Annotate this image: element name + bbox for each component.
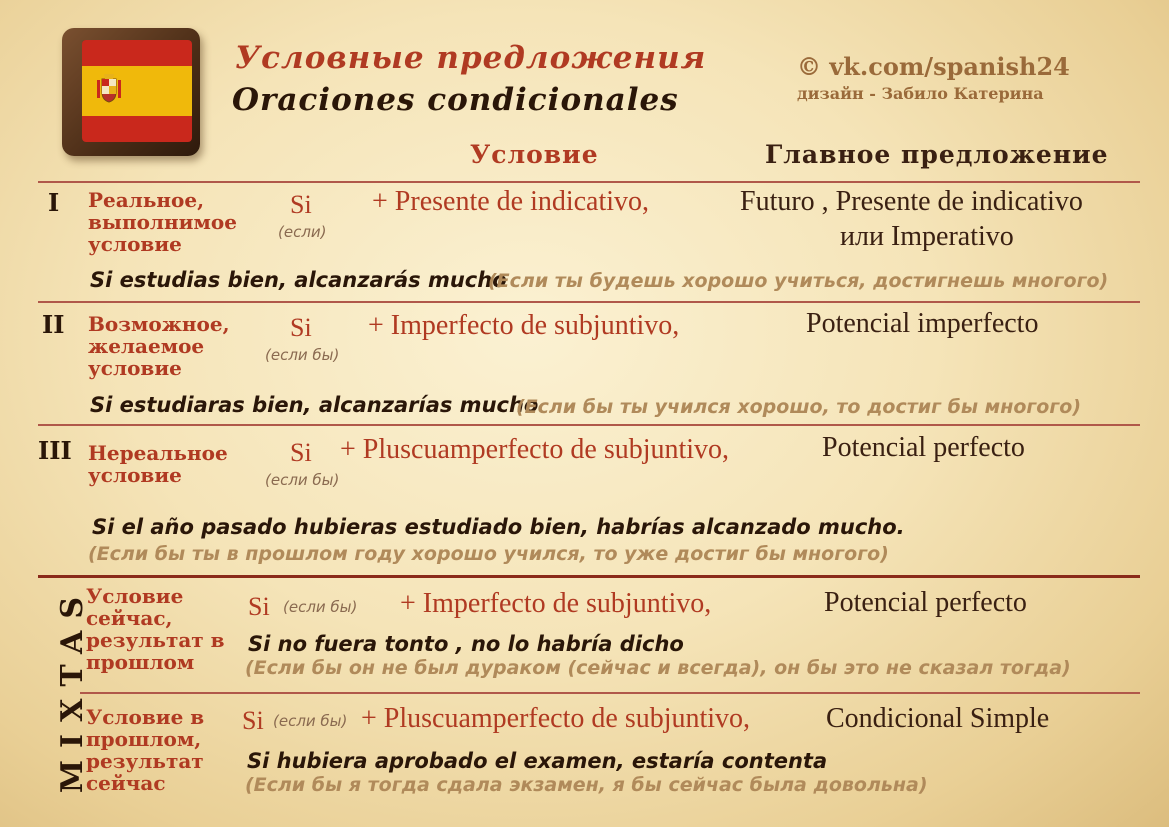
mixtas-vertical-label: MIXTAS xyxy=(55,585,90,794)
si-translation: (если бы) xyxy=(283,598,358,616)
condition-type-label: Условие в прошлом, результат сейчас xyxy=(86,705,205,795)
credit-site: © vk.com/spanish24 xyxy=(797,52,1070,81)
title-russian: Условные предложения xyxy=(235,40,707,76)
spain-flag-icon xyxy=(62,28,204,160)
row-number: I xyxy=(48,188,60,217)
condition-type-label: Возможное, желаемое условие xyxy=(88,312,230,380)
si-word: Si xyxy=(290,438,312,467)
divider-mixtas xyxy=(38,575,1140,578)
example-sentence: Si estudias bien, alcanzarás mucho xyxy=(90,268,507,292)
si-translation: (если бы) xyxy=(265,346,340,364)
si-word: Si xyxy=(248,592,270,621)
main-clause-line1: Potencial imperfecto xyxy=(806,308,1039,339)
condition-formula: + Pluscuamperfecto de subjuntivo, xyxy=(361,703,751,734)
column-header-condition: Условие xyxy=(470,140,599,169)
example-sentence: Si el año pasado hubieras estudiado bien, habrías alcanzado mucho. xyxy=(92,515,905,539)
column-header-main-clause: Главное предложение xyxy=(765,140,1109,169)
si-translation: (если) xyxy=(278,223,327,241)
condition-formula: + Presente de indicativo, xyxy=(372,186,650,217)
main-clause-line2: или Imperativo xyxy=(840,221,1014,252)
si-word: Si xyxy=(242,706,264,735)
si-translation: (если бы) xyxy=(265,471,340,489)
row-number: III xyxy=(38,436,72,465)
example-translation: (Если бы ты в прошлом году хорошо учился, то уже достиг бы многого) xyxy=(88,543,889,565)
condition-formula: + Imperfecto de subjuntivo, xyxy=(368,310,680,341)
example-sentence: Si no fuera tonto , no lo habría dicho xyxy=(248,632,684,656)
condition-formula: + Pluscuamperfecto de subjuntivo, xyxy=(340,434,730,465)
main-clause-line1: Potencial perfecto xyxy=(824,587,1027,618)
condition-formula: + Imperfecto de subjuntivo, xyxy=(400,588,712,619)
si-translation: (если бы) xyxy=(273,712,348,730)
main-clause-line1: Potencial perfecto xyxy=(822,432,1025,463)
title-spanish: Oraciones condicionales xyxy=(232,82,679,118)
row-number: II xyxy=(42,310,65,339)
condition-type-label: Реальное, выполнимое условие xyxy=(88,188,237,256)
divider xyxy=(38,181,1140,183)
condition-type-label: Условие сейчас, результат в прошлом xyxy=(86,584,225,674)
main-clause-line1: Condicional Simple xyxy=(826,703,1050,734)
condition-type-label: Нереальное условие xyxy=(88,441,228,487)
credit-design: дизайн - Забило Катерина xyxy=(797,84,1044,103)
example-translation: (Если ты будешь хорошо учиться, достигнешь многого) xyxy=(488,270,1109,292)
divider xyxy=(38,424,1140,426)
example-translation: (Если бы ты учился хорошо, то достиг бы многого) xyxy=(516,396,1082,418)
example-translation: (Если бы он не был дураком (сейчас и всегда), он бы это не сказал тогда) xyxy=(245,657,1071,679)
si-word: Si xyxy=(290,190,312,219)
example-translation: (Если бы я тогда сдала экзамен, я бы сейчас была довольна) xyxy=(245,774,928,796)
divider xyxy=(38,301,1140,303)
main-clause-line1: Futuro , Presente de indicativo xyxy=(740,186,1083,217)
coat-of-arms-icon xyxy=(96,74,122,104)
divider xyxy=(80,692,1140,694)
example-sentence: Si estudiaras bien, alcanzarías mucho xyxy=(90,393,539,417)
si-word: Si xyxy=(290,313,312,342)
example-sentence: Si hubiera aprobado el examen, estaría contenta xyxy=(247,749,828,773)
